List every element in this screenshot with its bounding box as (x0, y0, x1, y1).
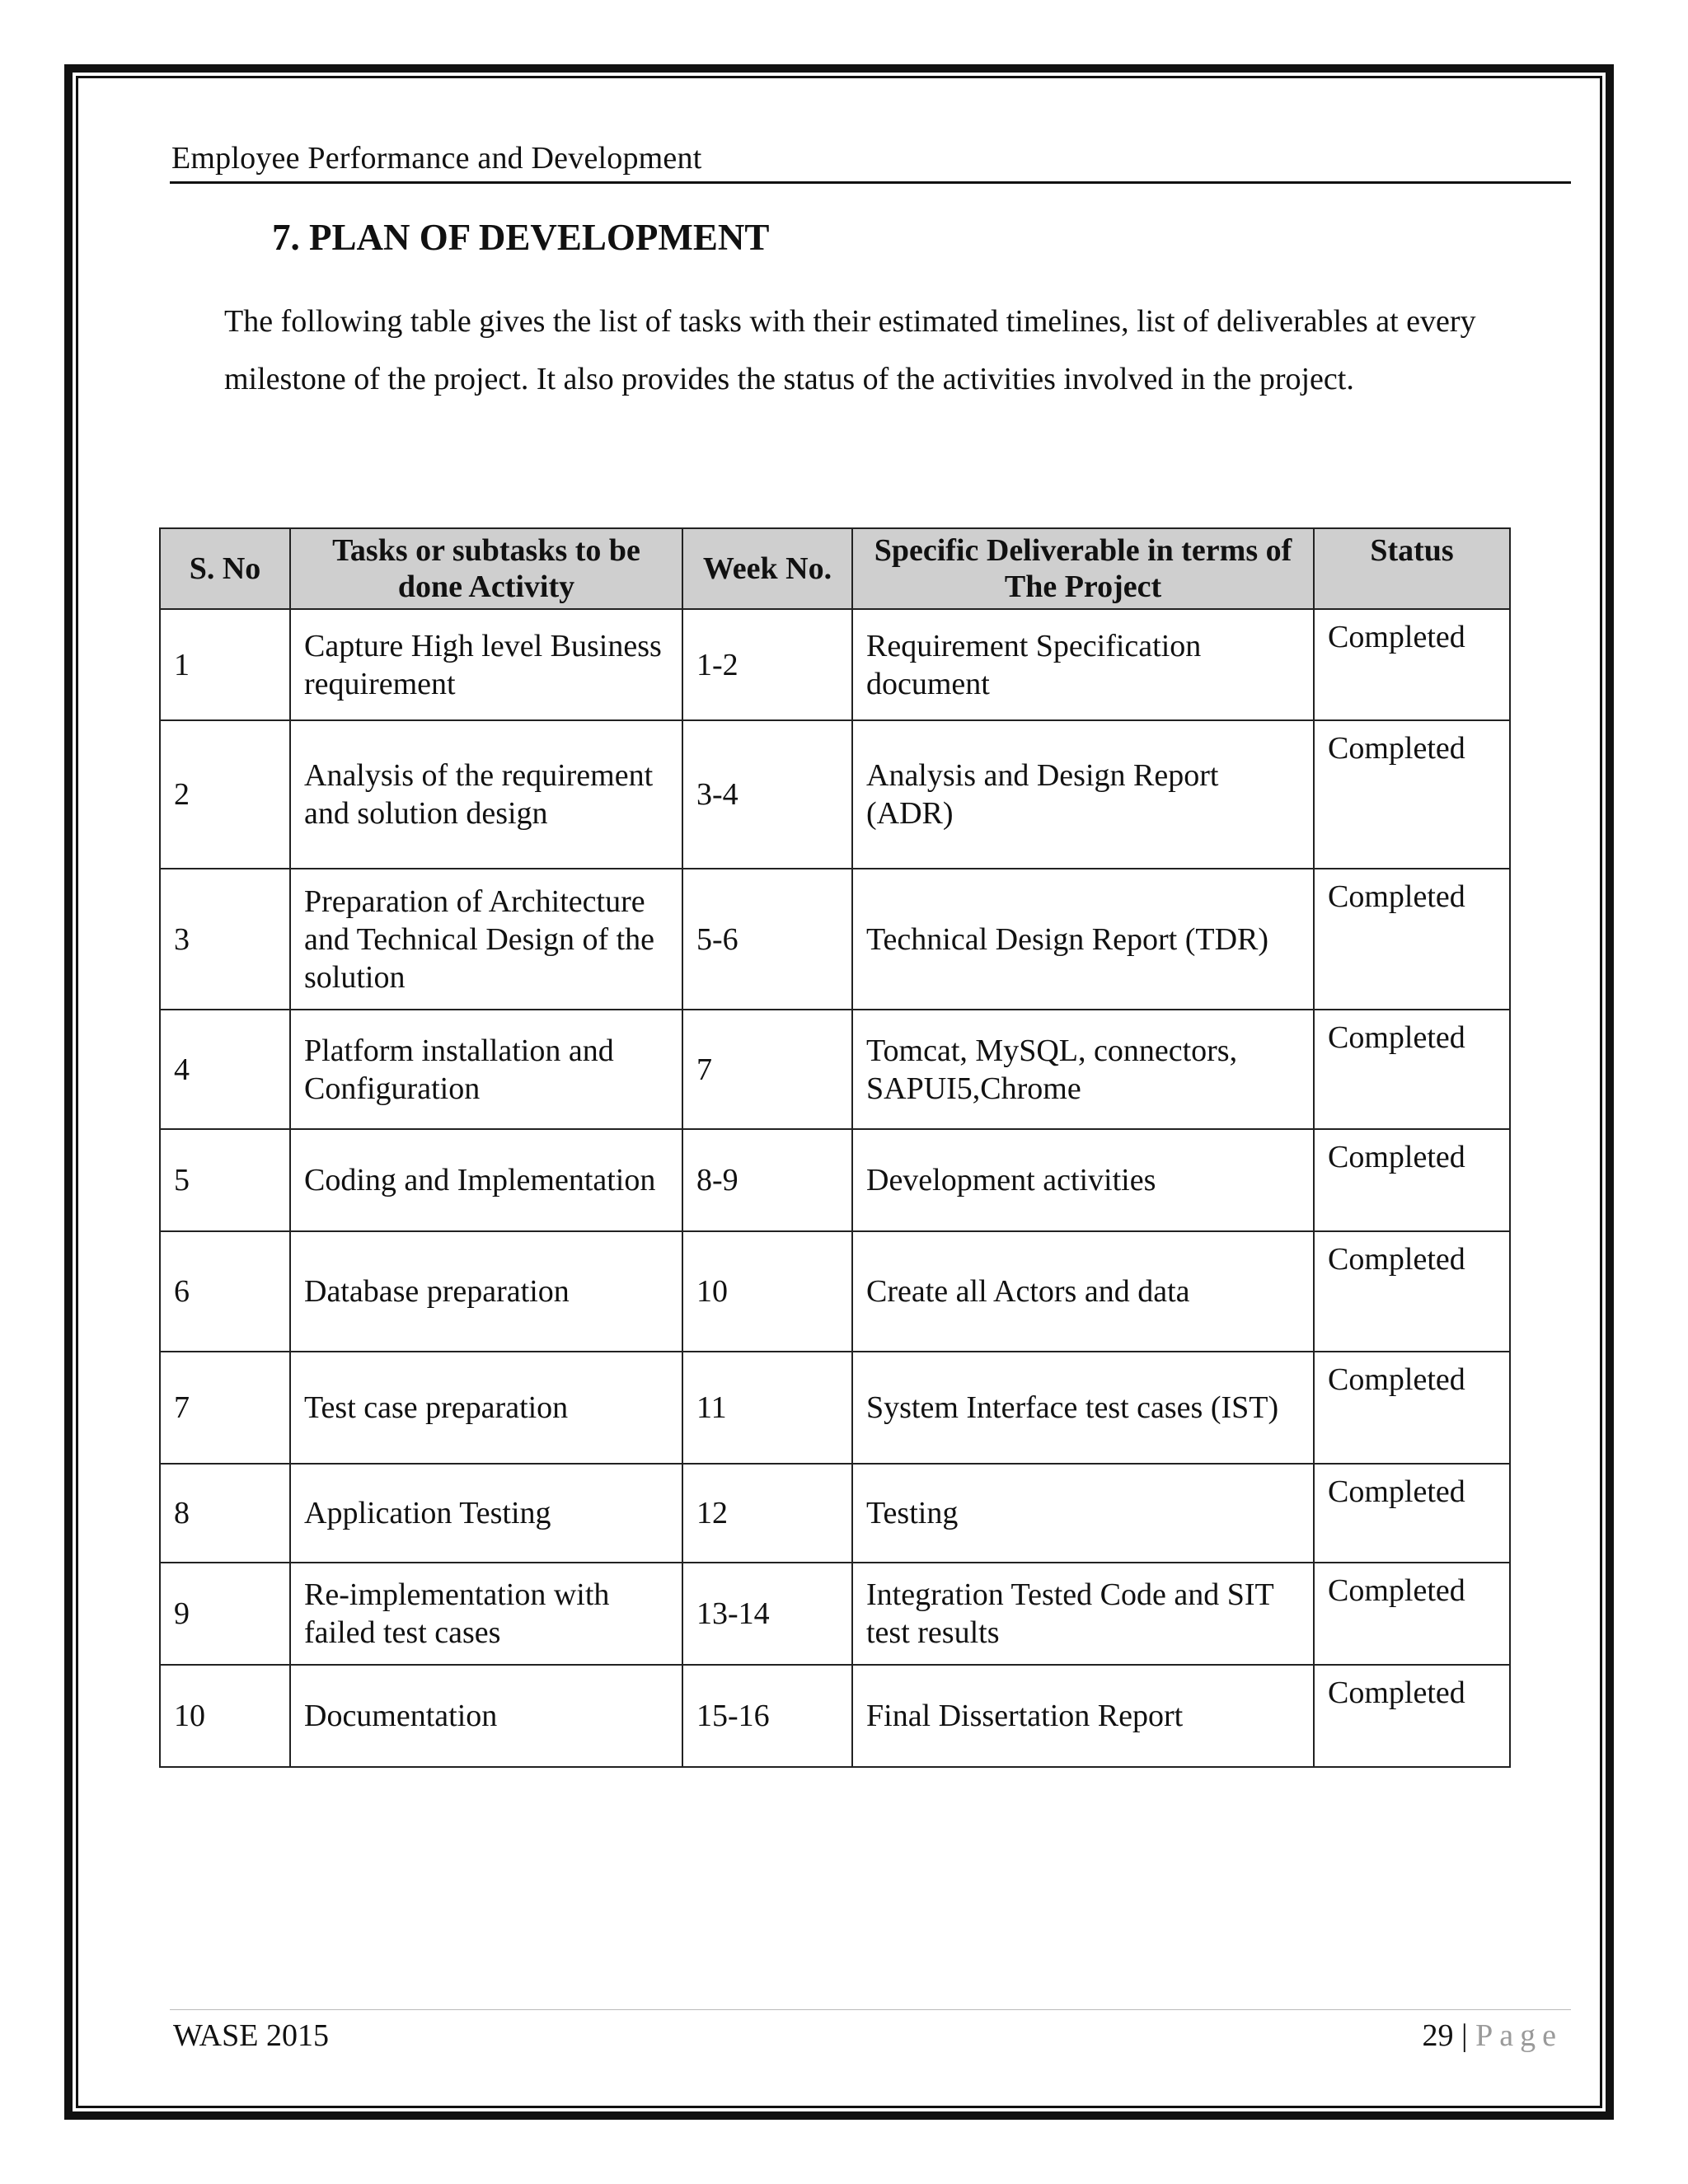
cell-task: Preparation of Architecture and Technical Design of the solution (290, 869, 682, 1010)
cell-status: Completed (1314, 609, 1510, 720)
section-title: 7. PLAN OF DEVELOPMENT (272, 217, 770, 258)
cell-task: Coding and Implementation (290, 1129, 682, 1231)
cell-week: 13-14 (682, 1563, 852, 1665)
header-deliverable: Specific Deliverable in terms of The Project (852, 528, 1314, 609)
table-row (160, 1231, 1510, 1352)
cell-deliverable: Tomcat, MySQL, connectors, SAPUI5,Chrome (852, 1010, 1314, 1129)
cell-status: Completed (1314, 1464, 1510, 1563)
table-row (160, 1665, 1510, 1767)
table-row (160, 1129, 1510, 1231)
cell-deliverable: Analysis and Design Report (ADR) (852, 720, 1314, 869)
table-header-row (160, 528, 1510, 609)
cell-deliverable: Testing (852, 1464, 1314, 1563)
cell-status: Completed (1314, 1231, 1510, 1352)
table-row (160, 1010, 1510, 1129)
cell-deliverable: Create all Actors and data (852, 1231, 1314, 1352)
table-row (160, 869, 1510, 1010)
header-sno: S. No (160, 528, 290, 609)
cell-status: Completed (1314, 1010, 1510, 1129)
cell-deliverable: Technical Design Report (TDR) (852, 869, 1314, 1010)
cell-status: Completed (1314, 1352, 1510, 1464)
cell-sno: 8 (160, 1464, 290, 1563)
cell-week: 7 (682, 1010, 852, 1129)
cell-sno: 4 (160, 1010, 290, 1129)
cell-task: Database preparation (290, 1231, 682, 1352)
cell-task: Test case preparation (290, 1352, 682, 1464)
cell-week: 12 (682, 1464, 852, 1563)
cell-sno: 3 (160, 869, 290, 1010)
header-task: Tasks or subtasks to be done Activity (290, 528, 682, 609)
cell-status: Completed (1314, 1563, 1510, 1665)
cell-task: Capture High level Business requirement (290, 609, 682, 720)
footer-org: WASE 2015 (173, 2018, 329, 2053)
intro-paragraph: The following table gives the list of tasks with their estimated timelines, list of deliverables at every milestone of the project. It also provides the status of the activities involved in the project. (224, 304, 1476, 396)
cell-deliverable: Integration Tested Code and SIT test results (852, 1563, 1314, 1665)
cell-task: Documentation (290, 1665, 682, 1767)
page-number-block (1423, 2018, 1563, 2054)
cell-week: 5-6 (682, 869, 852, 1010)
table-row (160, 1352, 1510, 1464)
cell-sno: 5 (160, 1129, 290, 1231)
table-row (160, 1563, 1510, 1665)
cell-status: Completed (1314, 720, 1510, 869)
page-number: 29 (1422, 2018, 1454, 2053)
running-header: Employee Performance and Development (171, 141, 702, 176)
cell-week: 3-4 (682, 720, 852, 869)
cell-status: Completed (1314, 1665, 1510, 1767)
cell-task: Platform installation and Configuration (290, 1010, 682, 1129)
table-row (160, 720, 1510, 869)
cell-status: Completed (1314, 1129, 1510, 1231)
cell-task: Re-implementation with failed test cases (290, 1563, 682, 1665)
header-rule (170, 181, 1571, 184)
cell-sno: 10 (160, 1665, 290, 1767)
table-row (160, 1464, 1510, 1563)
cell-sno: 1 (160, 609, 290, 720)
cell-deliverable: Requirement Specification document (852, 609, 1314, 720)
cell-sno: 9 (160, 1563, 290, 1665)
cell-sno: 7 (160, 1352, 290, 1464)
page-separator: | (1461, 2018, 1468, 2053)
cell-status: Completed (1314, 869, 1510, 1010)
cell-week: 1-2 (682, 609, 852, 720)
cell-week: 8-9 (682, 1129, 852, 1231)
page-word: Page (1475, 2018, 1563, 2053)
cell-week: 10 (682, 1231, 852, 1352)
development-plan-table (159, 527, 1511, 1768)
cell-week: 15-16 (682, 1665, 852, 1767)
cell-deliverable: System Interface test cases (IST) (852, 1352, 1314, 1464)
cell-task: Application Testing (290, 1464, 682, 1563)
cell-deliverable: Development activities (852, 1129, 1314, 1231)
cell-sno: 6 (160, 1231, 290, 1352)
table-row (160, 609, 1510, 720)
cell-task: Analysis of the requirement and solution design (290, 720, 682, 869)
cell-sno: 2 (160, 720, 290, 869)
cell-deliverable: Final Dissertation Report (852, 1665, 1314, 1767)
cell-week: 11 (682, 1352, 852, 1464)
header-status: Status (1314, 528, 1510, 609)
footer-rule (170, 2009, 1571, 2010)
header-week: Week No. (682, 528, 852, 609)
